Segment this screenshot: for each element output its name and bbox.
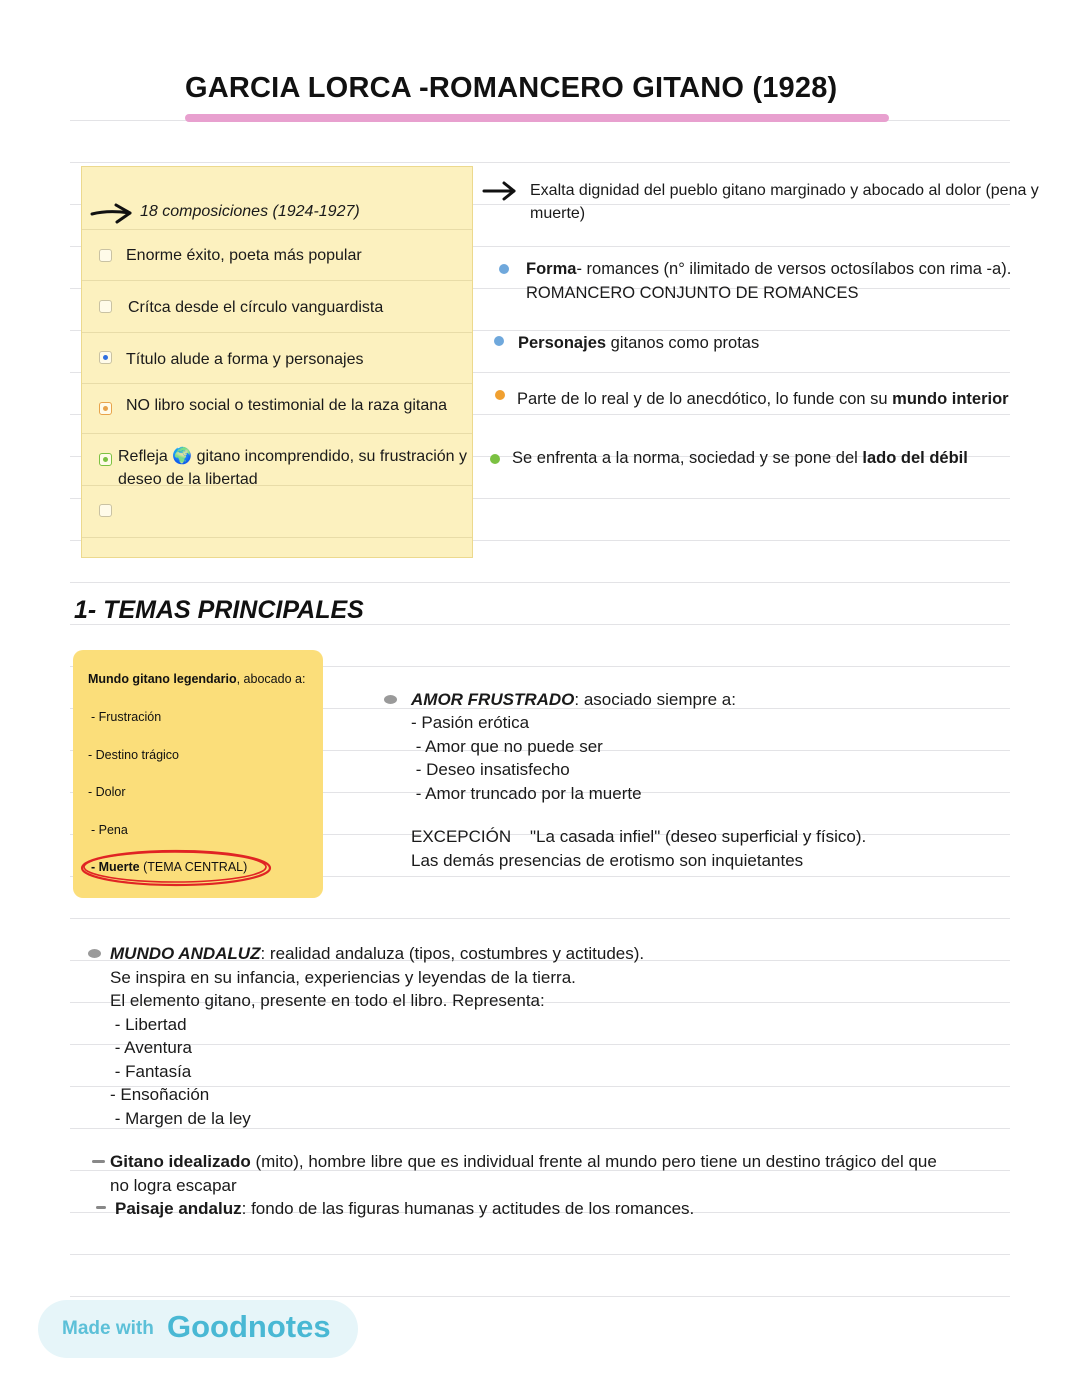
parte-text: Parte de lo real y de lo anecdótico, lo funde con su mundo interior <box>517 390 1009 408</box>
orange-bullet <box>495 390 505 400</box>
badge-made-with: Made with <box>62 1318 154 1339</box>
note-item: Título alude a forma y personajes <box>126 351 364 368</box>
note2-item: - Frustración <box>91 710 162 724</box>
page-title: GARCIA LORCA -ROMANCERO GITANO (1928) <box>185 72 838 104</box>
gray-bullet <box>384 695 397 704</box>
page-rule <box>70 582 1010 583</box>
note2-item: - Pena <box>91 823 128 837</box>
amor-excepcion: EXCEPCIÓN "La casada infiel" (deseo superficial y físico). <box>411 827 867 846</box>
paisaje-text: Paisaje andaluz: fondo de las figuras humanas y actitudes de los romances. <box>115 1199 695 1218</box>
personajes-text: Personajes gitanos como protas <box>518 334 760 352</box>
andaluz-line: - Fantasía <box>110 1062 192 1081</box>
andaluz-line: - Ensoñación <box>110 1085 210 1104</box>
gitano-text: Gitano idealizado (mito), hombre libre que es individual frente al mundo pero tiene un destino trágico del que <box>110 1152 937 1171</box>
andaluz-line: Se inspira en su infancia, experiencias y leyendas de la tierra. <box>110 968 576 987</box>
checkbox-checked[interactable] <box>99 402 112 415</box>
blue-bullet <box>494 336 504 346</box>
blue-bullet <box>499 264 509 274</box>
dash-bullet <box>92 1160 105 1163</box>
note-item: Refleja 🌍 gitano incomprendido, su frustración y deseo de la libertad <box>118 448 467 488</box>
amor-line: - Pasión erótica <box>411 713 530 732</box>
note-item: Crítca desde el círculo vanguardista <box>128 299 384 316</box>
title-highlight <box>185 114 889 122</box>
checkbox[interactable] <box>99 504 112 517</box>
note2-header: Mundo gitano legendario, abocado a: <box>88 672 306 686</box>
page-rule <box>70 1296 1010 1297</box>
badge-brand: Goodnotes <box>167 1309 331 1344</box>
checkbox[interactable] <box>99 300 112 313</box>
page-rule <box>70 1254 1010 1255</box>
checkbox-checked[interactable] <box>99 351 112 364</box>
green-bullet <box>490 454 500 464</box>
gray-bullet <box>88 949 101 958</box>
page-rule <box>70 1086 1010 1087</box>
checkbox[interactable] <box>99 249 112 262</box>
forma-text: Forma- romances (n° ilimitado de versos octosílabos con rima -a). <box>526 260 1012 278</box>
dash-bullet <box>96 1206 106 1209</box>
arrow-right-icon <box>482 180 518 202</box>
gitano-line2: no logra escapar <box>110 1176 237 1195</box>
andaluz-line: - Libertad <box>110 1015 187 1034</box>
note2-item: - Destino trágico <box>88 748 180 762</box>
note-item: NO libro social o testimonial de la raza gitana <box>126 397 448 414</box>
page-rule <box>70 162 1010 163</box>
amor-line: - Amor truncado por la muerte <box>411 784 642 803</box>
arrow-note: Exalta dignidad del pueblo gitano marginado y abocado al dolor (pena y muerte) <box>530 182 1039 222</box>
note-header: 18 composiciones (1924-1927) <box>140 203 360 220</box>
red-circle-annotation <box>78 848 274 888</box>
arrow-right-icon <box>90 201 134 225</box>
enfrenta-text: Se enfrenta a la norma, sociedad y se pone del lado del débil <box>512 449 968 467</box>
page-rule <box>70 918 1010 919</box>
amor-demas: Las demás presencias de erotismo son inquietantes <box>411 851 804 870</box>
andaluz-line: - Aventura <box>110 1038 192 1057</box>
checkbox-checked[interactable] <box>99 453 112 466</box>
page-rule <box>70 1044 1010 1045</box>
note2-item: - Dolor <box>88 785 126 799</box>
amor-title: AMOR FRUSTRADO: asociado siempre a: <box>411 690 736 709</box>
andaluz-line: El elemento gitano, presente en todo el libro. Representa: <box>110 991 545 1010</box>
note2-item-central: - Muerte (TEMA CENTRAL) <box>91 860 248 874</box>
andaluz-line: - Margen de la ley <box>110 1109 251 1128</box>
amor-line: - Amor que no puede ser <box>411 737 603 756</box>
forma-line2: ROMANCERO CONJUNTO DE ROMANCES <box>526 284 859 302</box>
andaluz-title: MUNDO ANDALUZ: realidad andaluza (tipos, costumbres y actitudes). <box>110 944 645 963</box>
amor-line: - Deseo insatisfecho <box>411 760 570 779</box>
note-item: Enorme éxito, poeta más popular <box>126 247 362 264</box>
section-heading: 1- TEMAS PRINCIPALES <box>74 596 364 624</box>
